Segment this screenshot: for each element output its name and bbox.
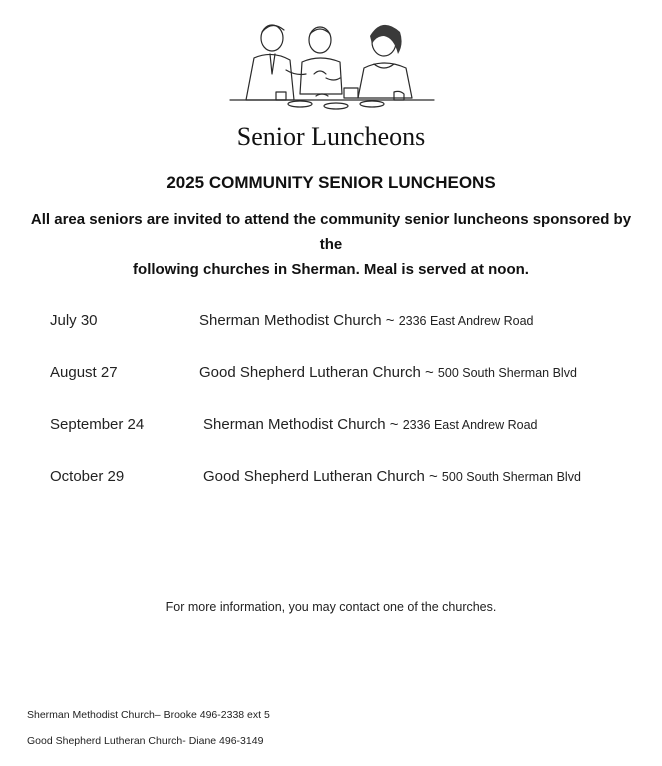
page-title: Senior Luncheons xyxy=(236,122,426,151)
schedule-location xyxy=(203,416,538,433)
schedule-row xyxy=(0,468,662,492)
intro-paragraph xyxy=(20,207,642,282)
contact-line: Good Shepherd Lutheran Church- Diane 496-3149 xyxy=(27,735,264,747)
schedule-date: September 24 xyxy=(50,416,145,433)
more-info-text: For more information, you may contact one of the churches. xyxy=(165,600,497,614)
schedule-row xyxy=(0,364,662,388)
church-address: 2336 East Andrew Road xyxy=(402,418,538,432)
schedule-date: August 27 xyxy=(50,364,118,381)
church-name: Good Shepherd Lutheran Church ~ xyxy=(199,364,438,381)
schedule-location xyxy=(199,364,577,381)
church-name: Good Shepherd Lutheran Church ~ xyxy=(203,468,442,485)
schedule-row xyxy=(0,312,662,336)
schedule-location xyxy=(203,468,581,485)
church-name: Sherman Methodist Church ~ xyxy=(199,312,399,329)
church-name: Sherman Methodist Church ~ xyxy=(203,416,403,433)
schedule-date: October 29 xyxy=(50,468,125,485)
schedule-date: July 30 xyxy=(50,312,98,329)
schedule-row xyxy=(0,416,662,440)
church-address: 2336 East Andrew Road xyxy=(398,314,534,328)
church-address: 500 South Sherman Blvd xyxy=(441,470,581,484)
intro-line: All area seniors are invited to attend the community senior luncheons sponsored by the xyxy=(30,211,632,253)
event-heading: 2025 COMMUNITY SENIOR LUNCHEONS xyxy=(166,173,496,192)
seniors-dining-illustration xyxy=(224,18,440,118)
church-address: 500 South Sherman Blvd xyxy=(437,366,577,380)
schedule-location xyxy=(199,312,534,329)
contact-line: Sherman Methodist Church– Brooke 496-2338 ext 5 xyxy=(27,709,270,721)
intro-line: following churches in Sherman. Meal is served at noon. xyxy=(133,261,529,278)
